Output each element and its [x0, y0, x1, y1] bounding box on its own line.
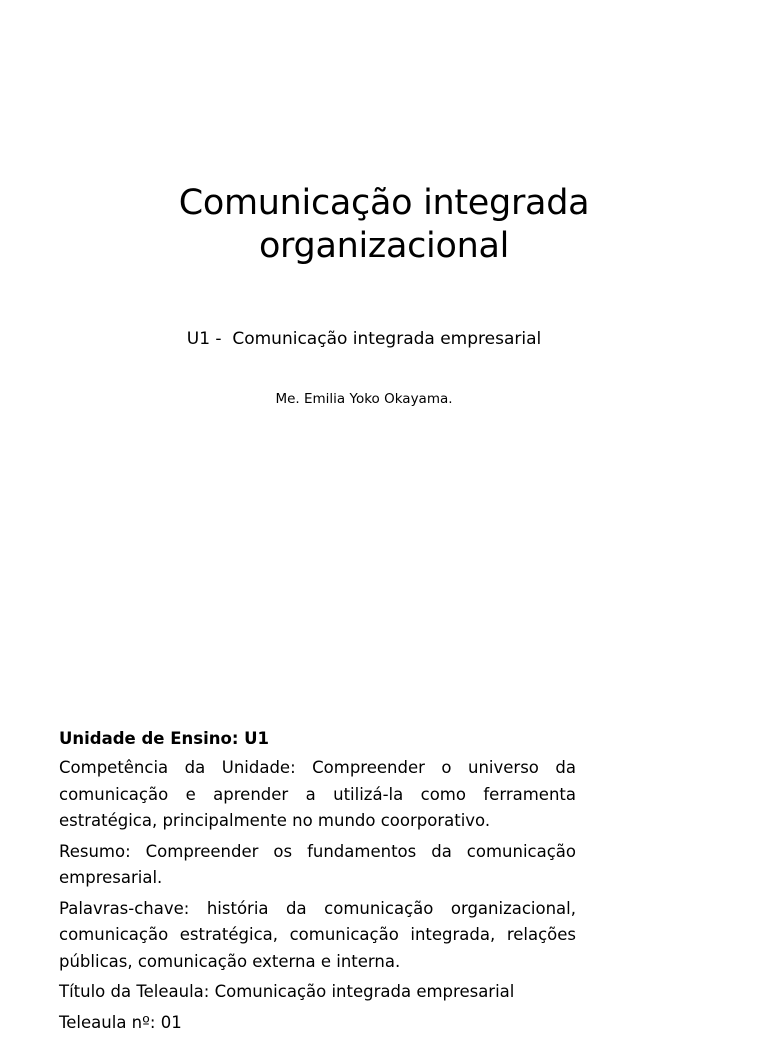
- document-title-line-2: organizacional: [258, 226, 510, 266]
- competencia-paragraph: Competência da Unidade: Compreender o universo da comunicação e aprender a utilizá-la como ferramenta estratégica, principalmente no mundo coorporativo.: [59, 758, 576, 830]
- unit-heading: Unidade de Ensino: U1: [59, 729, 270, 748]
- resumo-paragraph: Resumo: Compreender os fundamentos da comunicação empresarial.: [59, 841, 576, 887]
- document-title: [0, 182, 768, 268]
- document-subtitle: U1 - Comunicação integrada empresarial: [186, 329, 542, 349]
- unit-info-section: [59, 727, 576, 1040]
- palavras-chave-paragraph: Palavras-chave: história da comunicação organizacional, comunicação estratégica, comunicação integrada, relações públicas, comunicação externa e interna.: [59, 898, 576, 971]
- document-title-line-1: Comunicação integrada: [178, 183, 590, 223]
- titulo-teleaula-paragraph: Título da Teleaula: Comunicação integrada empresarial: [59, 982, 515, 1001]
- author-name: Me. Emilia Yoko Okayama.: [275, 391, 453, 407]
- teleaula-number-paragraph: Teleaula nº: 01: [59, 1012, 182, 1032]
